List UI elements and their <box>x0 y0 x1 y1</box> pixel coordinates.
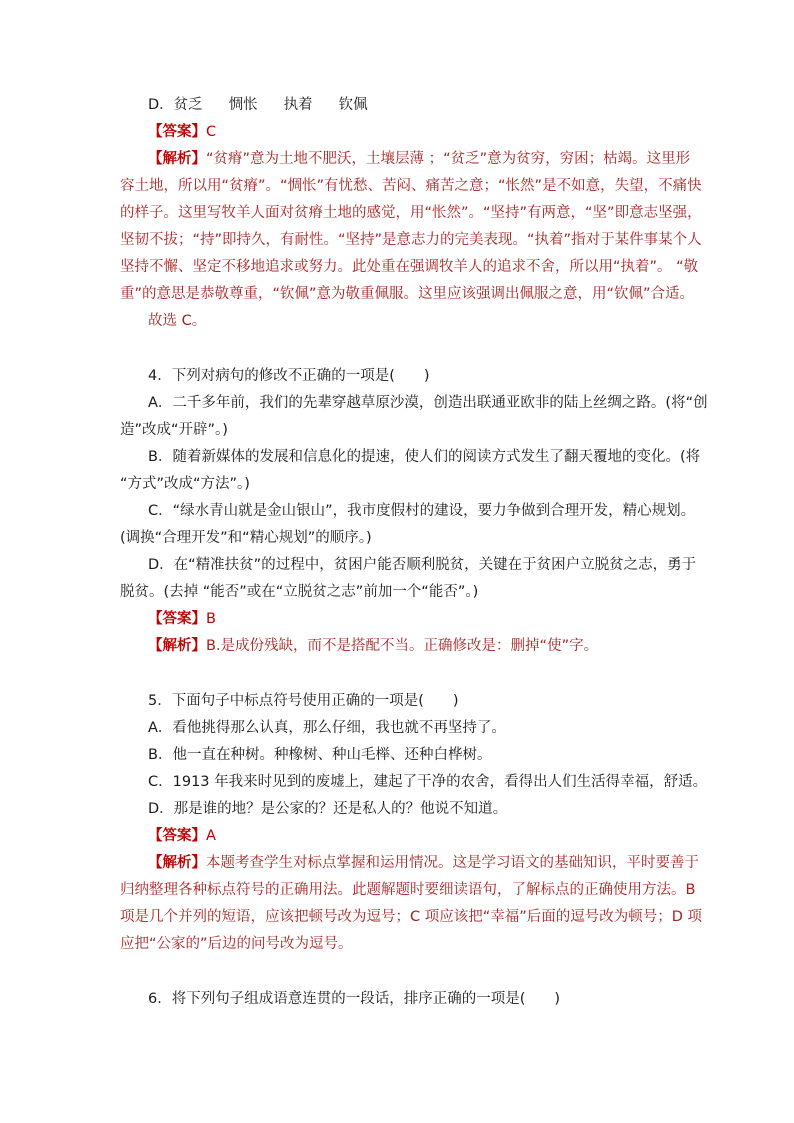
analysis-line: 容土地，所以用“贫瘠”。“惆怅”有忧愁、苦闷、痛苦之意；“怅然”是不如意，失望，不痛快 <box>120 178 702 194</box>
analysis-tag: 【解析】 <box>148 638 206 654</box>
answer-value: C <box>206 124 217 140</box>
analysis-text: B.是成份残缺，而不是搭配不当。正确修改是：删掉“使”字。 <box>206 638 599 654</box>
analysis-line: 重”的意思是恭敬尊重，“钦佩”意为敬重佩服。这里应该强调出佩服之意，用“钦佩”合适。 <box>120 286 695 302</box>
analysis-line: 项是几个并列的短语，应该把顿号改为逗号；C 项应该把“幸福”后面的逗号改为顿号；D 项 <box>120 909 703 925</box>
option-line: (调换“合理开发”和“精心规划”的顺序。) <box>120 530 372 546</box>
option-line: C．1913 年我来时见到的废墟上，建起了干净的农舍，看得出人们生活得幸福，舒适。 <box>148 774 708 790</box>
option-line: B．随着新媒体的发展和信息化的提速，使人们的阅读方式发生了翻天覆地的变化。(将 <box>148 449 701 465</box>
q3-option-d <box>120 92 680 119</box>
option-line: “方式”改成“方法”。) <box>120 476 250 492</box>
analysis-line: 坚韧不拔；“持”即持久，有耐性。“坚持”是意志力的完美表现。“执着”指对于某件事某个人 <box>120 232 702 248</box>
answer-value: B <box>206 611 216 627</box>
analysis-tag: 【解析】 <box>148 855 206 871</box>
analysis-line: 应把“公家的”后边的问号改为逗号。 <box>120 936 353 952</box>
option-word: 执着 <box>283 97 313 113</box>
option-line: C．“绿水青山就是金山银山”，我市度假村的建设，要力争做到合理开发，精心规划。 <box>148 503 696 519</box>
analysis-line: 坚持不懈、坚定不移地追求或努力。此处重在强调牧羊人的追求不舍，所以用“执着”。 “敬 <box>120 259 699 275</box>
question-6 <box>120 986 680 1013</box>
option-line: B．他一直在种树。种橡树、种山毛榉、还种白桦树。 <box>148 747 492 763</box>
option-prefix: D． <box>148 97 174 113</box>
question-stem: 6．将下列句子组成语意连贯的一段话，排序正确的一项是( ) <box>148 991 561 1007</box>
question-stem: 5．下面句子中标点符号使用正确的一项是( ) <box>148 693 459 709</box>
option-line: D．在“精准扶贫”的过程中，贫困户能否顺利脱贫，关键在于贫困户立脱贫之志，勇于 <box>148 557 697 573</box>
question-5 <box>120 688 708 958</box>
answer-value: A <box>206 828 216 844</box>
question-stem: 4．下列对病句的修改不正确的一项是( ) <box>148 368 430 384</box>
option-word: 惆怅 <box>228 97 258 113</box>
analysis-line <box>120 850 699 877</box>
option-line: 造”改成“开辟”。) <box>120 422 228 438</box>
q4-answer <box>120 606 680 633</box>
q3-analysis <box>120 146 702 335</box>
analysis-line: 的样子。这里写牧羊人面对贫瘠土地的感觉，用“怅然”。“坚持”有两意，“坚”即意志坚强， <box>120 205 702 221</box>
option-word: 钦佩 <box>338 97 368 113</box>
option-line: A．看他挑得那么认真，那么仔细，我也就不再坚持了。 <box>148 720 506 736</box>
analysis-tag: 【解析】 <box>148 151 206 167</box>
option-line: A．二千多年前，我们的先辈穿越草原沙漠，创造出联通亚欧非的陆上丝绸之路。(将“创 <box>148 395 708 411</box>
answer-tag: 【答案】 <box>148 124 206 140</box>
q4-analysis <box>120 633 680 660</box>
document-page <box>120 92 708 1013</box>
question-4 <box>120 363 708 660</box>
analysis-text: “贫瘠”意为土地不肥沃，土壤层薄 ；“贫乏”意为贫穷，穷困；枯竭。这里形 <box>206 151 691 167</box>
answer-tag: 【答案】 <box>148 611 206 627</box>
option-word: 贫乏 <box>173 97 203 113</box>
analysis-conclusion: 故选 C。 <box>148 313 207 329</box>
q3-answer <box>120 119 680 146</box>
analysis-line: 归纳整理各种标点符号的正确用法。此题解题时要细读语句，了解标点的正确使用方法。B <box>120 882 696 898</box>
analysis-text: 本题考查学生对标点掌握和运用情况。这是学习语文的基础知识，平时要善于 <box>206 855 699 871</box>
q5-answer <box>120 823 680 850</box>
option-line: 脱贫。(去掉 “能否”或在“立脱贫之志”前加一个“能否”。) <box>120 584 479 600</box>
analysis-line <box>120 146 691 173</box>
option-line: D．那是谁的地？是公家的？还是私人的？他说不知道。 <box>148 801 508 817</box>
answer-tag: 【答案】 <box>148 828 206 844</box>
